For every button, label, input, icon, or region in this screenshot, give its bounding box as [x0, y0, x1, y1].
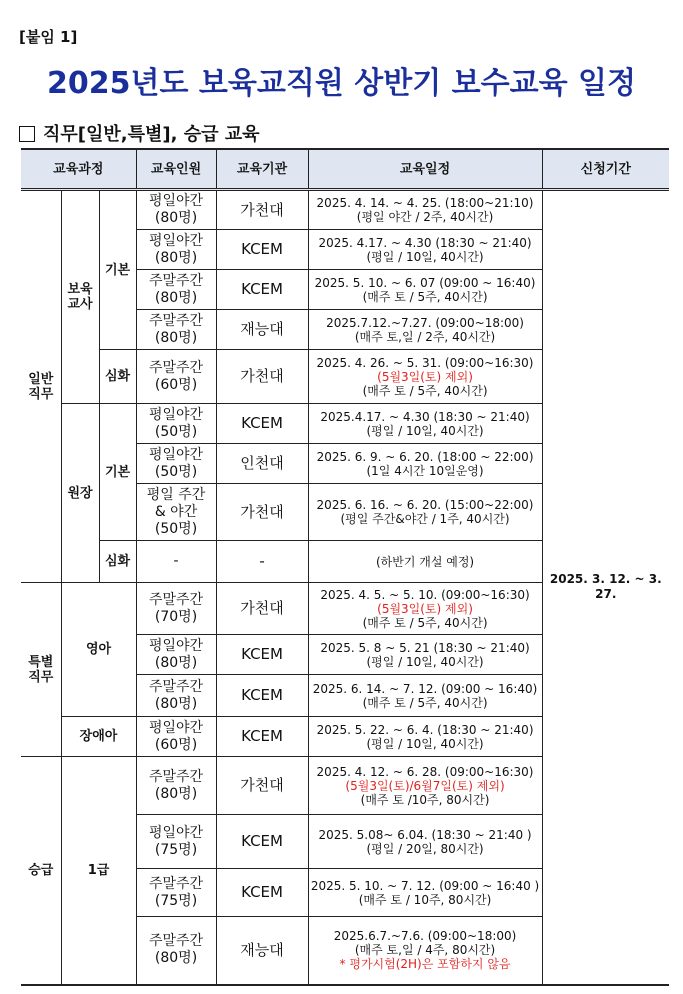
cell-schedule — [308, 815, 542, 869]
schedule-line: 2025. 6. 9. ~ 6. 20. (18:00 ~ 22:00) — [316, 449, 534, 464]
cell-people: 주말주간 (60명) — [136, 350, 216, 404]
attachment-label: [붙임 1] — [19, 28, 78, 46]
schedule-line: 2025. 5. 8 ~ 5. 21 (18:30 ~ 21:40) — [320, 640, 530, 655]
cell-schedule — [308, 484, 542, 541]
cell-org: 가천대 — [216, 757, 308, 815]
subgroup-infant: 영아 — [61, 583, 136, 717]
schedule-line: (평일 / 10일, 40시간) — [366, 423, 484, 438]
cell-org: KCEM — [216, 675, 308, 717]
cell-people: 평일야간 (50명) — [136, 404, 216, 444]
cell-org: KCEM — [216, 869, 308, 917]
schedule-line: 2025. 5. 10. ~ 6. 07 (09:00 ~ 16:40) — [314, 275, 536, 290]
cell-people: 주말주간 (80명) — [136, 310, 216, 350]
cell-schedule — [308, 917, 542, 985]
schedule-line: (매주 토 / 5주, 40시간) — [362, 695, 488, 710]
cell-people: 평일야간 (50명) — [136, 444, 216, 484]
schedule-line: (매주 토 / 5주, 40시간) — [362, 615, 488, 630]
schedule-line: 2025.4.17. ~ 4.30 (18:30 ~ 21:40) — [320, 409, 530, 424]
cell-schedule — [308, 717, 542, 757]
schedule-line: 2025. 6. 16. ~ 6. 20. (15:00~22:00) — [316, 498, 534, 512]
cell-org: KCEM — [216, 635, 308, 675]
cell-schedule — [308, 310, 542, 350]
cell-people: 주말주간 (80명) — [136, 675, 216, 717]
cell-people: 주말주간 (80명) — [136, 270, 216, 310]
cell-schedule — [308, 270, 542, 310]
subgroup-disabled: 장애아 — [61, 717, 136, 757]
cell-schedule — [308, 583, 542, 635]
cell-people: 평일 주간 & 야간 (50명) — [136, 484, 216, 541]
level-deep-director: 심화 — [99, 541, 136, 583]
cell-org: KCEM — [216, 404, 308, 444]
schedule-line: (매주 토 / 5주, 40시간) — [362, 383, 488, 398]
schedule-line: 2025. 4.17. ~ 4.30 (18:30 ~ 21:40) — [318, 235, 532, 250]
schedule-line: 2025. 5.08~ 6.04. (18:30 ~ 21:40 ) — [318, 827, 532, 842]
schedule-line: 2025. 5. 22. ~ 6. 4. (18:30 ~ 21:40) — [316, 722, 534, 737]
cell-org: 인천대 — [216, 444, 308, 484]
cell-schedule — [308, 190, 542, 230]
cell-schedule — [308, 230, 542, 270]
cell-people: 주말주간 (75명) — [136, 869, 216, 917]
cell-schedule — [308, 444, 542, 484]
cell-org: KCEM — [216, 270, 308, 310]
table-header-row — [21, 149, 669, 190]
schedule-line: (매주 토,일 / 2주, 40시간) — [354, 329, 496, 344]
header-period: 신청기간 — [542, 149, 669, 190]
section-heading — [19, 120, 260, 146]
cell-people: 주말주간 (70명) — [136, 583, 216, 635]
schedule-line: 2025.6.7.~7.6. (09:00~18:00) — [333, 929, 517, 944]
table-row — [21, 190, 669, 230]
schedule-line: (평일 주간&야간 / 1주, 40시간) — [340, 512, 510, 526]
schedule-line: 2025. 4. 12. ~ 6. 28. (09:00~16:30) — [316, 764, 534, 779]
cell-org: KCEM — [216, 230, 308, 270]
cell-schedule — [308, 350, 542, 404]
schedule-line: (매주 토 / 10주, 80시간) — [358, 892, 492, 907]
page-title: 2025년도 보육교직원 상반기 보수교육 일정 — [47, 66, 636, 101]
schedule-line: (평일 / 10일, 40시간) — [366, 249, 484, 264]
cell-people: 평일야간 (60명) — [136, 717, 216, 757]
cell-people: - — [136, 541, 216, 583]
schedule-note-red: (5월3일(토) 제외) — [377, 601, 473, 616]
level-basic-director: 기본 — [99, 404, 136, 541]
cell-people: 주말주간 (80명) — [136, 757, 216, 815]
schedule-line: (평일 / 10일, 40시간) — [366, 654, 484, 669]
schedule-line: 2025. 4. 14. ~ 4. 25. (18:00~21:10) — [316, 196, 534, 210]
schedule-line: (평일 야간 / 2주, 40시간) — [356, 210, 494, 224]
checkbox-square-icon — [19, 126, 35, 142]
schedule-note-red: (5월3일(토)/6월7일(토) 제외) — [345, 778, 505, 793]
schedule-note-red: (5월3일(토) 제외) — [377, 369, 473, 384]
schedule-note-red: * 평가시험(2H)은 포함하지 않음 — [339, 957, 511, 972]
cell-org: KCEM — [216, 717, 308, 757]
group-general-duty: 일반 직무 — [21, 190, 61, 583]
schedule-line: 2025. 4. 5. ~ 5. 10. (09:00~16:30) — [320, 587, 530, 602]
cell-people: 평일야간 (80명) — [136, 635, 216, 675]
subgroup-grade1: 1급 — [61, 757, 136, 985]
cell-org: 가천대 — [216, 350, 308, 404]
schedule-line: 2025. 6. 14. ~ 7. 12. (09:00 ~ 16:40) — [312, 681, 538, 696]
cell-people: 주말주간 (80명) — [136, 917, 216, 985]
schedule-table — [21, 148, 669, 986]
group-promotion: 승급 — [21, 757, 61, 985]
schedule-line: 2025. 4. 26. ~ 5. 31. (09:00~16:30) — [316, 355, 534, 370]
subgroup-teacher: 보육 교사 — [61, 190, 99, 404]
schedule-line: (매주 토 / 5주, 40시간) — [362, 289, 488, 304]
cell-org: 가천대 — [216, 484, 308, 541]
level-basic-teacher: 기본 — [99, 190, 136, 350]
subgroup-director: 원장 — [61, 404, 99, 583]
group-special-duty: 특별 직무 — [21, 583, 61, 757]
cell-org: 가천대 — [216, 190, 308, 230]
cell-people: 평일야간 (80명) — [136, 230, 216, 270]
schedule-line: 2025. 5. 10. ~ 7. 12. (09:00 ~ 16:40 ) — [310, 878, 540, 893]
cell-application-period: 2025. 3. 12. ~ 3. 27. — [542, 190, 669, 985]
header-people: 교육인원 — [136, 149, 216, 190]
cell-schedule — [308, 404, 542, 444]
schedule-line: 2025.7.12.~7.27. (09:00~18:00) — [326, 315, 524, 330]
cell-people: 평일야간 (80명) — [136, 190, 216, 230]
section-title: 직무[일반,특별], 승급 교육 — [43, 124, 260, 145]
cell-schedule — [308, 675, 542, 717]
cell-org: 재능대 — [216, 310, 308, 350]
schedule-line: (평일 / 20일, 80시간) — [366, 841, 484, 856]
cell-schedule — [308, 635, 542, 675]
schedule-line: (매주 토 /10주, 80시간) — [360, 792, 490, 807]
schedule-line: (하반기 개설 예정) — [375, 554, 475, 569]
header-course: 교육과정 — [21, 149, 136, 190]
cell-org: 가천대 — [216, 583, 308, 635]
cell-schedule — [308, 541, 542, 583]
cell-org: - — [216, 541, 308, 583]
header-schedule: 교육일정 — [308, 149, 542, 190]
cell-schedule — [308, 869, 542, 917]
cell-org: KCEM — [216, 815, 308, 869]
schedule-line: (매주 토,일 / 4주, 80시간) — [354, 943, 496, 958]
header-org: 교육기관 — [216, 149, 308, 190]
schedule-line: (평일 / 10일, 40시간) — [366, 736, 484, 751]
schedule-line: (1일 4시간 10일운영) — [366, 463, 484, 478]
level-deep-teacher: 심화 — [99, 350, 136, 404]
cell-org: 재능대 — [216, 917, 308, 985]
cell-schedule — [308, 757, 542, 815]
cell-people: 평일야간 (75명) — [136, 815, 216, 869]
